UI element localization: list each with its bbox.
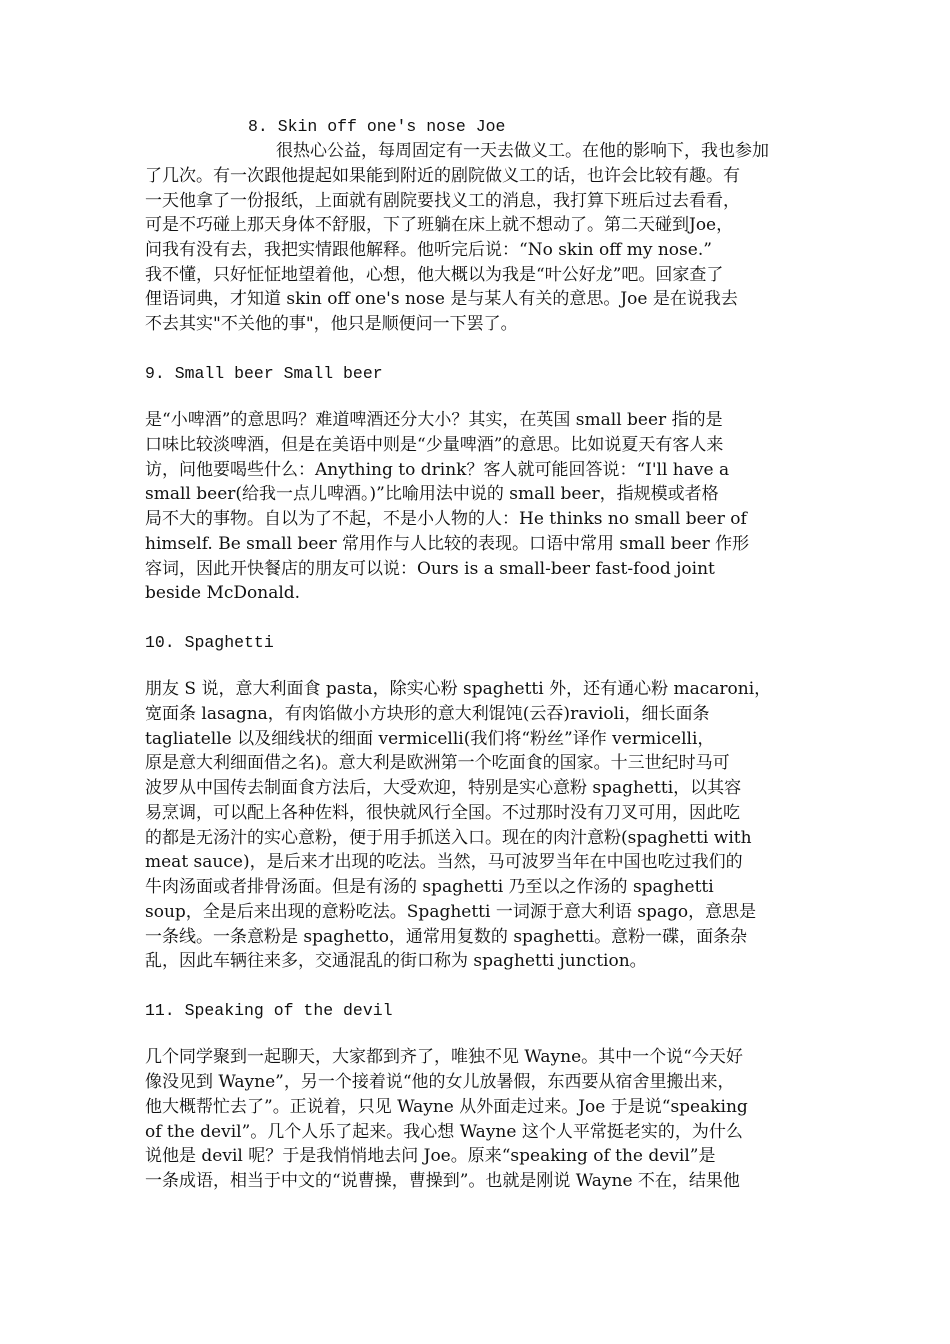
- section-11-line: of the devil”。几个人乐了起来。我心想 Wayne 这个人平常挺老实的，为什么: [145, 1122, 743, 1142]
- section-8-line: 问我有没有去，我把实情跟他解释。他听完后说：“No skin off my nose.”: [145, 240, 712, 260]
- section-8-heading: 8. Skin off one's nose Joe: [248, 117, 506, 136]
- section-10-line: 易烹调，可以配上各种佐料，很快就风行全国。不过那时没有刀叉可用，因此吃: [145, 803, 740, 823]
- section-10-line: 朋友 S 说，意大利面食 pasta，除实心粉 spaghetti 外，还有通心粉 macaroni，: [145, 679, 772, 699]
- section-11-line: 说他是 devil 呢？于是我悄悄地去问 Joe。原来“speaking of the devil”是: [145, 1146, 716, 1166]
- section-11-line: 像没见到 Wayne”，另一个接着说“他的女儿放暑假，东西要从宿舍里搬出来，: [145, 1072, 735, 1092]
- section-9-heading: 9. Small beer Small beer: [145, 364, 383, 383]
- section-9-line: 访，问他要喝些什么：Anything to drink？客人就可能回答说：“I'll have a: [145, 460, 730, 480]
- section-10-heading: 10. Spaghetti: [145, 633, 274, 652]
- section-9-line: beside McDonald.: [145, 583, 301, 603]
- section-8-line: 俚语词典，才知道 skin off one's nose 是与某人有关的意思。Joe 是在说我去: [145, 289, 738, 309]
- section-10-line: 的都是无汤汁的实心意粉，便于用手抓送入口。现在的肉汁意粉(spaghetti with: [145, 828, 752, 848]
- section-8-line: 了几次。有一次跟他提起如果能到附近的剧院做义工的话，也许会比较有趣。有: [145, 166, 740, 186]
- section-9-line: small beer(给我一点儿啤酒。)”比喻用法中说的 small beer，指规模或者格: [145, 484, 719, 504]
- section-10-line: meat sauce)，是后来才出现的吃法。当然，马可波罗当年在中国也吃过我们的: [145, 852, 743, 872]
- section-11-heading: 11. Speaking of the devil: [145, 1001, 393, 1020]
- section-10-line: 波罗从中国传去制面食方法后，大受欢迎，特别是实心意粉 spaghetti，以其容: [145, 778, 742, 798]
- section-10-line: 原是意大利细面借之名)。意大利是欧洲第一个吃面食的国家。十三世纪时马可: [145, 753, 730, 773]
- section-10-line: 宽面条 lasagna，有肉馅做小方块形的意大利馄饨(云吞)ravioli，细长面条: [145, 704, 710, 724]
- section-11-line: 一条成语，相当于中文的“说曹操，曹操到”。也就是刚说 Wayne 不在，结果他: [145, 1171, 740, 1191]
- section-10-line: 牛肉汤面或者排骨汤面。但是有汤的 spaghetti 乃至以之作汤的 spaghetti: [145, 877, 714, 897]
- section-9-line: 容词，因此开快餐店的朋友可以说：Ours is a small-beer fast-food joint: [145, 559, 715, 579]
- section-10-line: tagliatelle 以及细线状的细面 vermicelli(我们将“粉丝”译作 vermicelli，: [145, 729, 715, 749]
- section-9-line: 局不大的事物。自以为了不起，不是小人物的人：He thinks no small beer of: [145, 509, 747, 529]
- section-10-line: 乱，因此车辆往来多，交通混乱的街口称为 spaghetti junction。: [145, 951, 647, 971]
- section-10-line: soup，全是后来出现的意粉吃法。Spaghetti 一词源于意大利语 spago，意思是: [145, 902, 757, 922]
- section-9-line: himself. Be small beer 常用作与人比较的表现。口语中常用 small beer 作形: [145, 534, 750, 554]
- section-8-line: 很热心公益，每周固定有一天去做义工。在他的影响下，我也参加: [276, 141, 769, 161]
- section-10-line: 一条线。一条意粉是 spaghetto，通常用复数的 spaghetti。意粉一碟，面条杂: [145, 927, 748, 947]
- section-11-line: 他大概帮忙去了”。正说着，只见 Wayne 从外面走过来。Joe 于是说“speaking: [145, 1097, 748, 1117]
- section-9-line: 是“小啤酒”的意思吗？难道啤酒还分大小？其实，在英国 small beer 指的是: [145, 410, 723, 430]
- section-9-line: 口味比较淡啤酒，但是在美语中则是“少量啤酒”的意思。比如说夏天有客人来: [145, 435, 724, 455]
- section-8-line: 一天他拿了一份报纸，上面就有剧院要找义工的消息，我打算下班后过去看看，: [145, 191, 740, 211]
- section-8-line: 可是不巧碰上那天身体不舒服，下了班躺在床上就不想动了。第二天碰到Joe，: [145, 215, 734, 235]
- section-8-line: 我不懂，只好怔怔地望着他，心想，他大概以为我是“叶公好龙”吧。回家查了: [145, 265, 724, 285]
- section-8-line: 不去其实"不关他的事"，他只是顺便问一下罢了。: [145, 314, 518, 334]
- section-11-line: 几个同学聚到一起聊天，大家都到齐了，唯独不见 Wayne。其中一个说“今天好: [145, 1047, 743, 1067]
